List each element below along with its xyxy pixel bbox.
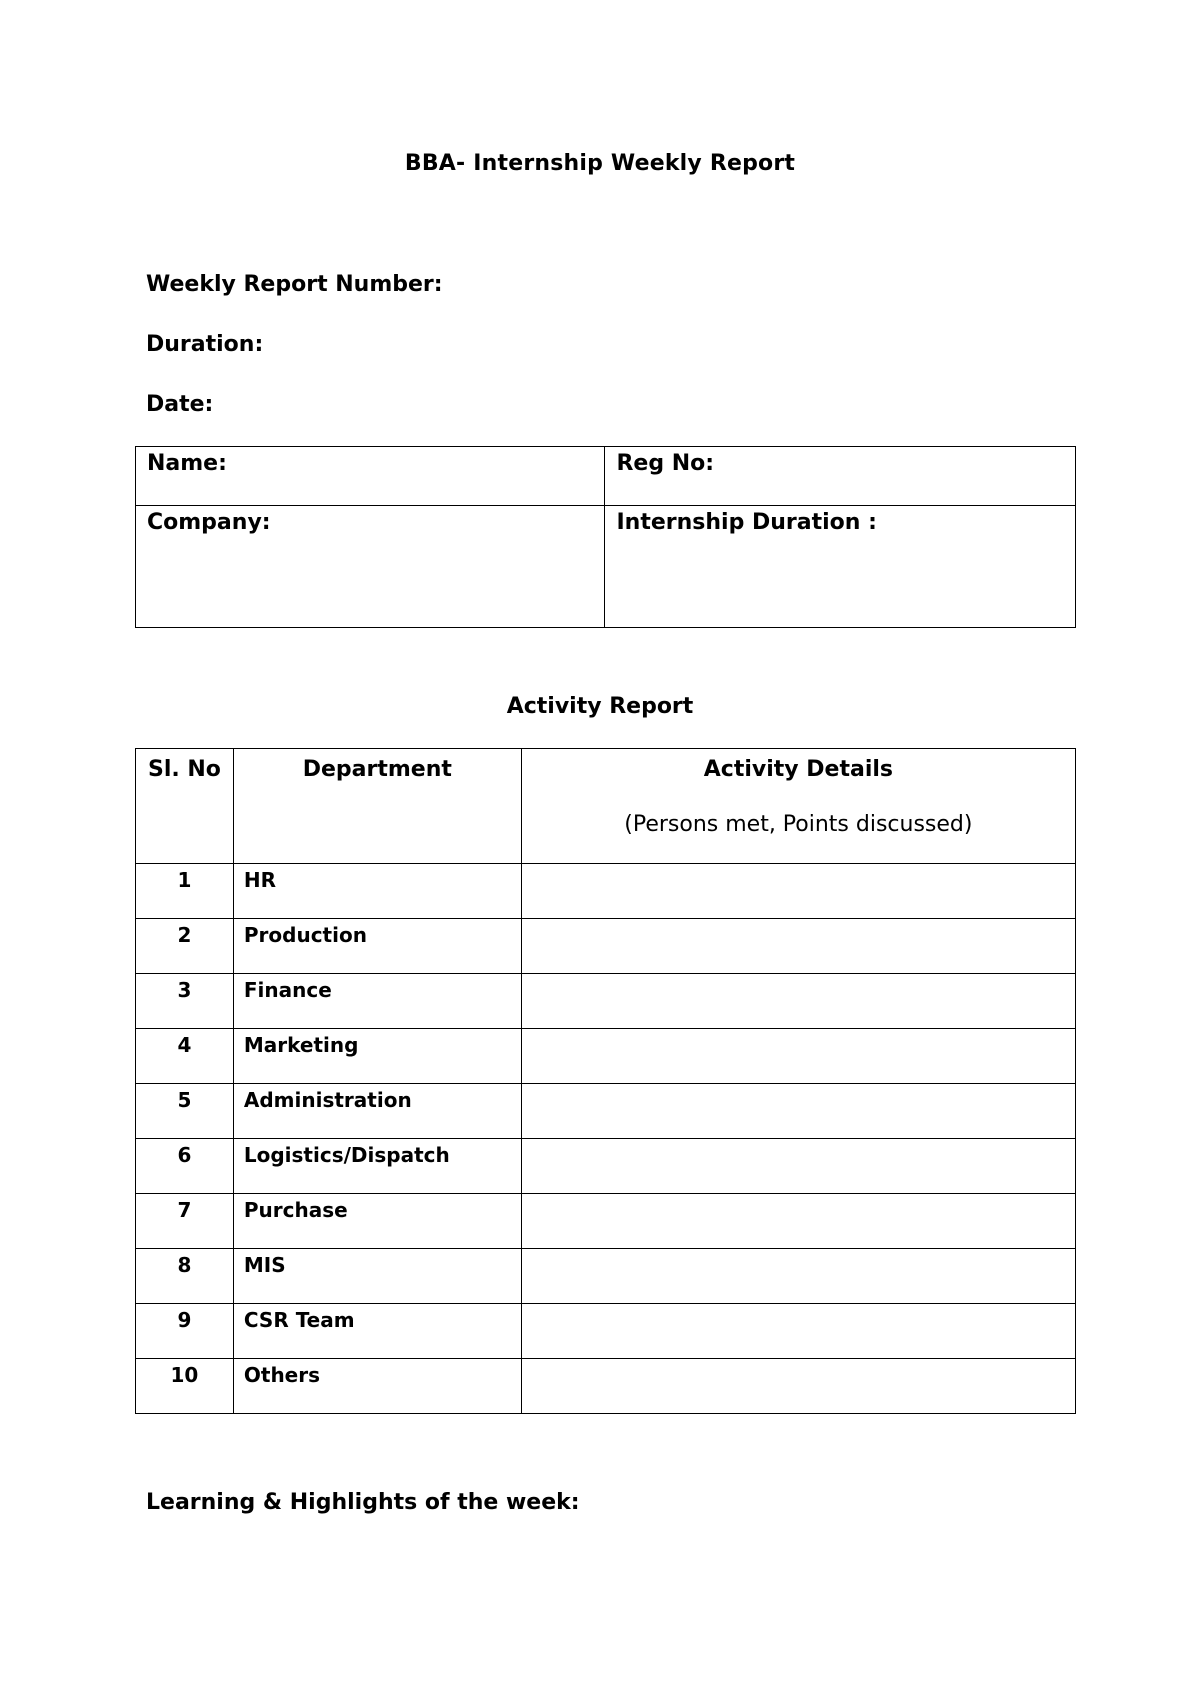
weekly-report-number-label: Weekly Report Number:: [146, 272, 443, 297]
row-number: 4: [136, 1029, 234, 1084]
sl-no-header: Sl. No: [136, 749, 234, 864]
row-activity-details[interactable]: [521, 1359, 1075, 1414]
learning-highlights-label: Learning & Highlights of the week:: [146, 1490, 580, 1515]
row-department: Others: [233, 1359, 521, 1414]
row-activity-details[interactable]: [521, 1139, 1075, 1194]
row-number: 8: [136, 1249, 234, 1304]
name-cell[interactable]: Name:: [136, 447, 605, 506]
row-department: HR: [233, 864, 521, 919]
table-row: [136, 1359, 1076, 1414]
row-department: Marketing: [233, 1029, 521, 1084]
internship-duration-cell[interactable]: Internship Duration :: [605, 506, 1076, 628]
reg-no-cell[interactable]: Reg No:: [605, 447, 1076, 506]
row-department: Production: [233, 919, 521, 974]
row-department: Purchase: [233, 1194, 521, 1249]
table-row: [136, 1139, 1076, 1194]
row-number: 10: [136, 1359, 234, 1414]
table-row: [136, 1084, 1076, 1139]
row-number: 6: [136, 1139, 234, 1194]
department-header: Department: [233, 749, 521, 864]
row-number: 2: [136, 919, 234, 974]
activity-table: [135, 748, 1076, 1414]
activity-details-subheader: (Persons met, Points discussed): [624, 812, 973, 837]
row-activity-details[interactable]: [521, 1304, 1075, 1359]
table-row: [136, 1249, 1076, 1304]
activity-details-header: Activity Details (Persons met, Points discussed): [521, 749, 1075, 864]
row-activity-details[interactable]: [521, 1249, 1075, 1304]
row-activity-details[interactable]: [521, 1194, 1075, 1249]
page-title: BBA- Internship Weekly Report: [404, 151, 796, 176]
table-row: [136, 1304, 1076, 1359]
row-number: 9: [136, 1304, 234, 1359]
row-department: Finance: [233, 974, 521, 1029]
duration-label: Duration:: [146, 332, 264, 357]
row-activity-details[interactable]: [521, 919, 1075, 974]
row-department: MIS: [233, 1249, 521, 1304]
row-number: 7: [136, 1194, 234, 1249]
row-activity-details[interactable]: [521, 974, 1075, 1029]
company-cell[interactable]: Company:: [136, 506, 605, 628]
row-department: CSR Team: [233, 1304, 521, 1359]
row-department: Administration: [233, 1084, 521, 1139]
row-department: Logistics/Dispatch: [233, 1139, 521, 1194]
student-info-table: [135, 446, 1076, 628]
row-number: 5: [136, 1084, 234, 1139]
row-activity-details[interactable]: [521, 864, 1075, 919]
table-row: [136, 974, 1076, 1029]
row-number: 3: [136, 974, 234, 1029]
table-row: [136, 864, 1076, 919]
date-label: Date:: [146, 392, 214, 417]
activity-report-title: Activity Report: [506, 694, 694, 719]
table-row: [136, 1194, 1076, 1249]
row-activity-details[interactable]: [521, 1084, 1075, 1139]
table-row: [136, 1029, 1076, 1084]
table-row: [136, 919, 1076, 974]
row-activity-details[interactable]: [521, 1029, 1075, 1084]
row-number: 1: [136, 864, 234, 919]
